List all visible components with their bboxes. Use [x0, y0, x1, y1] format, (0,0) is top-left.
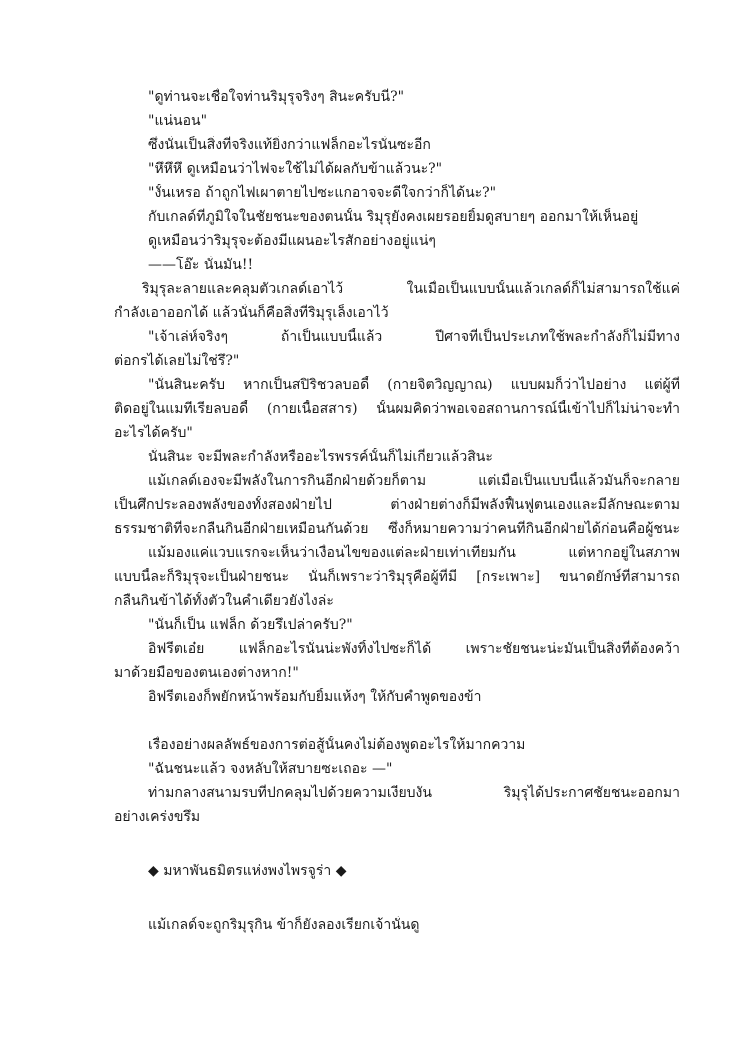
paragraph-gap — [114, 712, 680, 736]
text-line: ——โอ๊ะ นั่นมัน!! — [148, 257, 254, 273]
text-line: ติดอยู่ในแมทีเรียลบอดี้ (กายเนื้อสสาร) นั้นผมคิดว่าพอเจอสถานการณ์นี้เข้าไปก็ไม่น่าจะทำ — [114, 401, 680, 417]
text-line: กลืนกินข้าได้ทั้งตัวในคำเดียวยังไงล่ะ — [114, 593, 334, 609]
text-line: อย่างเคร่งขรึม — [114, 809, 201, 825]
text-line: เป็นศึกประลองพลังของทั้งสองฝ่ายไป ต่างฝ่ายต่างก็มีพลังฟื้นฟูตนเองและมีลักษณะตาม — [114, 497, 680, 513]
text-line: "เจ้าเล่ห์จริงๆ ถ้าเป็นแบบนี้แล้ว ปีศาจที่เป็นประเภทใช้พละกำลังก็ไม่มีทาง — [148, 329, 680, 345]
text-line: ท่ามกลางสนามรบที่ปกคลุมไปด้วยความเงียบงัน ริมุรุได้ประกาศชัยชนะออกมา — [148, 785, 680, 801]
text-line: ซึ่งนั่นเป็นสิ่งที่จริงแท้ยิ่งกว่าแฟล็กอะไรนั่นซะอีก — [148, 137, 431, 153]
text-line: ธรรมชาติที่จะกลืนกินอีกฝ่ายเหมือนกันด้วย ซึ่งก็หมายความว่าคนที่กินอีกฝ่ายได้ก่อนคือผู้ชนะ — [114, 521, 680, 537]
text-line: อิฟรีตเอ๋ย แฟล็กอะไรนั่นน่ะพังทิ้งไปซะก็ได้ เพราะชัยชนะน่ะมันเป็นสิ่งที่ต้องคว้า — [148, 641, 680, 657]
text-line: มาด้วยมือของตนเองต่างหาก!" — [114, 665, 299, 681]
paragraph-gap — [114, 832, 680, 862]
text-line: "ดูท่านจะเชื่อใจท่านริมุรุจริงๆ สินะครับนี่?" — [148, 89, 405, 105]
text-line: อะไรได้ครับ" — [114, 425, 193, 441]
text-line: แม้เกลด์เองจะมีพลังในการกินอีกฝ่ายด้วยก็ตาม แต่เมื่อเป็นแบบนี้แล้วมันก็จะกลาย — [148, 473, 680, 489]
text-line: แม้มองแค่แวบแรกจะเห็นว่าเงื่อนไขของแต่ละฝ่ายเท่าเทียมกัน แต่หากอยู่ในสภาพ — [148, 545, 680, 561]
text-line: เรื่องอย่างผลลัพธ์ของการต่อสู้นั้นคงไม่ต้องพูดอะไรให้มากความ — [148, 737, 526, 753]
text-line: "นั่นก็เป็น แฟล็ก ด้วยรึเปล่าครับ?" — [148, 617, 353, 633]
text-line: ต่อกรได้เลยไม่ใช่รึ?" — [114, 353, 240, 369]
text-line: อิฟรีตเองก็พยักหน้าพร้อมกับยิ้มแห้งๆ ให้กับคำพูดของข้า — [148, 689, 482, 705]
text-line: "แน่นอน" — [148, 113, 208, 129]
text-line: กำลังเอาออกได้ แล้วนั่นก็คือสิ่งที่ริมุรุเล็งเอาไว้ — [114, 305, 389, 321]
text-line: แม้เกลด์จะถูกริมุรุกิน ข้าก็ยังลองเรียกเจ้านั่นดู — [148, 917, 420, 933]
text-line: "นั่นสินะครับ หากเป็นสปิริชวลบอดี้ (กายจิตวิญญาณ) แบบผมก็ว่าไปอย่าง แต่ผู้ที่ — [148, 377, 680, 393]
text-line: แบบนี้ละก็ริมุรุจะเป็นฝ่ายชนะ นั่นก็เพราะว่าริมุรุคือผู้ที่มี [กระเพาะ] ขนาดยักษ์ที่สามารถ — [114, 569, 680, 585]
text-line: ดูเหมือนว่าริมุรุจะต้องมีแผนอะไรสักอย่างอยู่แน่ๆ — [148, 233, 436, 249]
text-line: กับเกลด์ที่ภูมิใจในชัยชนะของตนนั้น ริมุรุยังคงเผยรอยยิ้มดูสบายๆ ออกมาให้เห็นอยู่ — [148, 209, 639, 225]
text-line: ริมุรุละลายและคลุมตัวเกลด์เอาไว้ ในเมื่อเป็นแบบนั้นแล้วเกลด์ก็ไม่สามารถใช้แค่ — [142, 281, 680, 297]
text-line: นั่นสินะ จะมีพละกำลังหรืออะไรพรรค์นั้นก็ไม่เกี่ยวแล้วสินะ — [148, 449, 493, 465]
text-line: "งั้นเหรอ ถ้าถูกไฟเผาตายไปซะแกอาจจะดีใจกว่าก็ได้นะ?" — [148, 185, 497, 201]
document-body — [114, 88, 680, 940]
text-line: "ฉันชนะแล้ว จงหลับให้สบายซะเถอะ —" — [148, 761, 393, 777]
paragraph-gap — [114, 886, 680, 916]
section-heading: ◆ มหาพันธมิตรแห่งพงไพรจูร่า ◆ — [148, 863, 347, 879]
text-line: "หึหึหึ ดูเหมือนว่าไฟจะใช้ไม่ได้ผลกับข้าแล้วนะ?" — [148, 161, 443, 177]
